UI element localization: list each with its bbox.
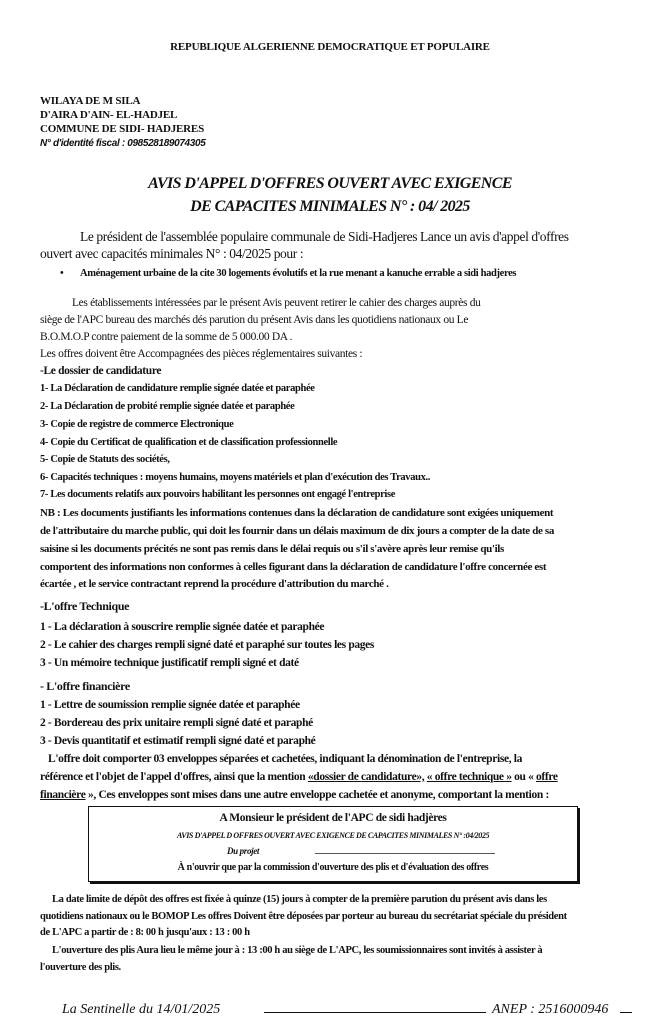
wilaya: WILAYA DE M SILA	[40, 95, 141, 107]
dossier-item: 3- Copie de registre de commerce Electronique	[40, 419, 234, 430]
envelope-mention-box	[88, 806, 578, 882]
retrait-line1: Les établissements intéressées par le présent Avis peuvent retirer le cahier des charges auprès du	[72, 297, 481, 309]
intro-line2: ouvert avec capacités minimales N° : 04/2025 pour :	[40, 246, 304, 261]
publication-source: La Sentinelle du 14/01/2025	[62, 1002, 221, 1017]
nb-line: écartée , et le service contractant reprend la procédure d'attribution du marché .	[40, 578, 389, 590]
dossier-item: 1- La Déclaration de candidature remplie signée datée et paraphée	[40, 383, 315, 394]
technique-item: 1 - La déclaration à souscrire remplie signée datée et paraphée	[40, 621, 325, 633]
footer-rule	[264, 1012, 486, 1013]
republic-header: REPUBLIQUE ALGERIENNE DEMOCRATIQUE ET POPULAIRE	[170, 41, 490, 53]
ouverture-line: l'ouverture des plis.	[40, 962, 121, 973]
dossier-item: 6- Capacités techniques : moyens humains, moyens matériels et plan d'exécution des Travaux..	[40, 472, 431, 483]
nb-line: saisine si les documents précités ne sont pas remis dans le délai requis ou s'il s'avère après leur remise qu'ils	[40, 543, 504, 555]
enveloppes-line1: L'offre doit comporter 03 enveloppes séparées et cachetées, indiquant la dénomination de l'entreprise, la	[48, 753, 522, 765]
financiere-item: 3 - Devis quantitatif et estimatif rempli signé daté et paraphé	[40, 735, 316, 747]
commune: COMMUNE DE SIDI- HADJERES	[40, 123, 204, 135]
dossier-heading: -Le dossier de candidature	[40, 365, 162, 377]
intro-line1: Le président de l'assemblée populaire communale de Sidi-Hadjeres Lance un avis d'appel d'offres	[80, 229, 569, 244]
dossier-item: 4- Copie du Certificat de qualification et de classification professionnelle	[40, 437, 338, 448]
enveloppes-line2: référence et l'objet de l'appel d'offres, ainsi que la mention «dossier de candidature», « offre technique » ou « offre	[40, 771, 558, 783]
depot-line: de L'APC a partir de : 8: 00 h jusqu'aux : 13 : 00 h	[40, 927, 250, 938]
dossier-item: 5- Copie de Statuts des sociétés,	[40, 454, 170, 465]
financiere-heading: - L'offre financière	[40, 679, 130, 693]
ouverture-line: L'ouverture des plis Aura lieu le même jour à : 13 :00 h au siège de L'APC, les soumissionnaires sont invités à assister à	[52, 945, 543, 956]
depot-line: quotidiens nationaux ou le BOMOP Les offres Doivent être déposées par porteur au bureau du secrétariat spéciale du président	[40, 911, 567, 922]
dossier-item: 2- La Déclaration de probité remplie signée datée et paraphée	[40, 401, 295, 412]
notice-title-line1: AVIS D'APPEL D'OFFRES OUVERT AVEC EXIGENCE	[148, 175, 512, 192]
financiere-item: 1 - Lettre de soumission remplie signée datée et paraphée	[40, 699, 300, 711]
project-object: Aménagement urbaine de la cite 30 logements évolutifs et la rue menant a kanuche errable a sidi hadjeres	[80, 268, 517, 279]
dossier-item: 7- Les documents relatifs aux pouvoirs habilitant les personnes ont engagé l'entreprise	[40, 489, 396, 500]
depot-line: La date limite de dépôt des offres est fixée à quinze (15) jours à compter de la première parution du présent avis dans les	[52, 894, 547, 905]
nb-line: de l'attributaire du marche public, qui doit les fournir dans un délais maximum de dix jours a compter de la date de sa	[40, 525, 554, 537]
box-addressee: A Monsieur le président de l'APC de sidi hadjères	[219, 812, 447, 824]
technique-item: 2 - Le cahier des charges rempli signé daté et paraphé sur toutes les pages	[40, 639, 375, 651]
enveloppes-line3: financière », Ces enveloppes sont mises dans une autre enveloppe cachetée et anonyme, comportant la mention :	[40, 789, 549, 801]
box-note: À n'ouvrir que par la commission d'ouverture des plis et d'évaluation des offres	[177, 862, 489, 873]
technique-item: 3 - Un mémoire technique justificatif rempli signé et daté	[40, 657, 299, 669]
projet-blank-line	[315, 853, 495, 854]
retrait-line3: B.O.M.O.P contre paiement de la somme de 5 000.00 DA .	[40, 331, 293, 343]
financiere-item: 2 - Bordereau des prix unitaire rempli signé daté et paraphé	[40, 717, 313, 729]
bullet-icon: •	[60, 268, 64, 279]
footer-rule-end	[620, 1012, 632, 1013]
pieces-intro: Les offres doivent être Accompagnées des pièces réglementaires suivantes :	[40, 348, 363, 360]
fiscal-id: N° d'identité fiscal : 098528189074305	[40, 138, 206, 149]
daira: D'AIRA D'AIN- EL-HADJEL	[40, 109, 178, 121]
technique-heading: -L'offre Technique	[40, 599, 130, 613]
box-projet: Du projet	[226, 846, 260, 856]
anep-number: ANEP : 2516000946	[492, 1002, 609, 1017]
notice-title-line2: DE CAPACITES MINIMALES N° : 04/ 2025	[190, 198, 470, 215]
retrait-line2: siège de l'APC bureau des marchés dés parution du présent Avis dans les quotidiens nationaux ou Le	[40, 314, 469, 326]
box-reference: AVIS D'APPEL D OFFRES OUVERT AVEC EXIGENCE DE CAPACITES MINIMALES N° :04/2025	[176, 831, 490, 840]
nb-line: NB : Les documents justifiants les informations contenues dans la déclaration de candidature sont exigées uniquement	[40, 507, 554, 519]
nb-line: comportent des informations non conformes à celles figurant dans la déclaration de candidature l'offre concernée est	[40, 561, 547, 573]
